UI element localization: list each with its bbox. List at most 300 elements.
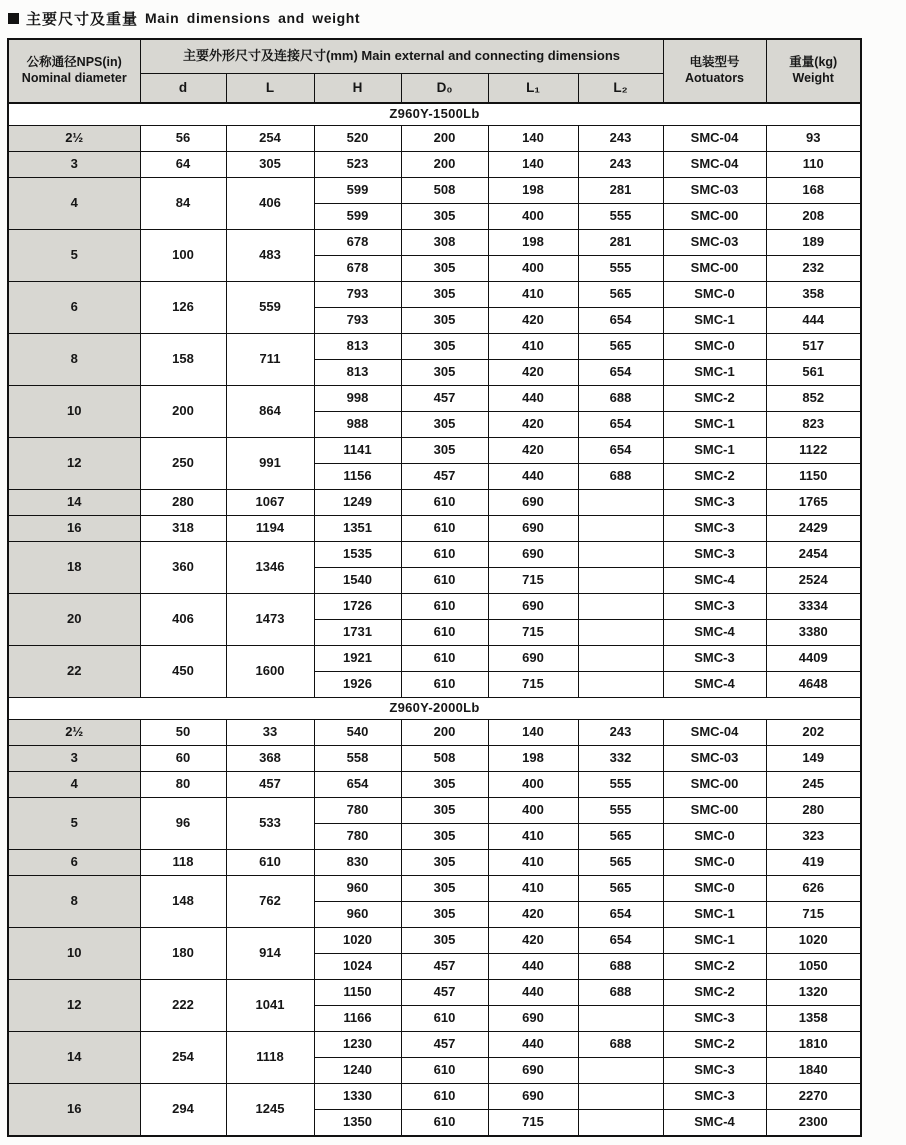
cell-h: 1921 — [314, 646, 401, 672]
cell-nps: 18 — [8, 542, 140, 594]
cell-weight: 715 — [766, 902, 861, 928]
cell-d: 64 — [140, 152, 226, 178]
table-row — [8, 542, 861, 568]
cell-L: 1118 — [226, 1032, 314, 1084]
cell-weight: 1358 — [766, 1006, 861, 1032]
cell-l1: 140 — [488, 126, 578, 152]
cell-L: 914 — [226, 928, 314, 980]
cell-d0: 610 — [401, 620, 488, 646]
cell-l2: 565 — [578, 850, 663, 876]
cell-l2: 688 — [578, 386, 663, 412]
section-title-row — [8, 698, 861, 720]
cell-d0: 305 — [401, 204, 488, 230]
cell-l1: 198 — [488, 178, 578, 204]
section-title: Z960Y-1500Lb — [8, 103, 861, 126]
cell-d0: 200 — [401, 126, 488, 152]
cell-l2 — [578, 490, 663, 516]
cell-weight: 823 — [766, 412, 861, 438]
cell-l2 — [578, 672, 663, 698]
cell-d: 360 — [140, 542, 226, 594]
cell-weight: 1122 — [766, 438, 861, 464]
cell-actuator: SMC-0 — [663, 334, 766, 360]
cell-d0: 457 — [401, 1032, 488, 1058]
cell-d0: 305 — [401, 438, 488, 464]
col-header-nominal-en: Nominal diameter — [21, 71, 127, 85]
cell-h: 1141 — [314, 438, 401, 464]
cell-h: 1330 — [314, 1084, 401, 1110]
cell-l2: 654 — [578, 360, 663, 386]
cell-actuator: SMC-0 — [663, 824, 766, 850]
cell-d: 100 — [140, 230, 226, 282]
cell-weight: 3380 — [766, 620, 861, 646]
cell-l2: 654 — [578, 928, 663, 954]
cell-L: 1245 — [226, 1084, 314, 1137]
cell-d0: 305 — [401, 282, 488, 308]
cell-l1: 420 — [488, 438, 578, 464]
cell-l1: 410 — [488, 850, 578, 876]
cell-L: 711 — [226, 334, 314, 386]
cell-actuator: SMC-4 — [663, 568, 766, 594]
cell-l2 — [578, 594, 663, 620]
cell-L: 610 — [226, 850, 314, 876]
cell-l1: 690 — [488, 516, 578, 542]
cell-d0: 610 — [401, 542, 488, 568]
cell-actuator: SMC-3 — [663, 646, 766, 672]
cell-l2 — [578, 620, 663, 646]
table-row — [8, 178, 861, 204]
cell-actuator: SMC-1 — [663, 412, 766, 438]
cell-l2: 654 — [578, 308, 663, 334]
cell-h: 1020 — [314, 928, 401, 954]
cell-weight: 280 — [766, 798, 861, 824]
cell-l1: 690 — [488, 542, 578, 568]
square-bullet-icon — [8, 13, 19, 24]
cell-d: 118 — [140, 850, 226, 876]
cell-nps: 10 — [8, 386, 140, 438]
table-row — [8, 850, 861, 876]
cell-nps: 22 — [8, 646, 140, 698]
cell-d0: 457 — [401, 980, 488, 1006]
cell-L: 533 — [226, 798, 314, 850]
col-header-d: d — [140, 74, 226, 104]
cell-actuator: SMC-1 — [663, 902, 766, 928]
cell-weight: 1150 — [766, 464, 861, 490]
cell-d: 84 — [140, 178, 226, 230]
cell-l1: 410 — [488, 824, 578, 850]
cell-actuator: SMC-0 — [663, 876, 766, 902]
cell-h: 793 — [314, 308, 401, 334]
page-title — [8, 9, 906, 27]
cell-l2 — [578, 516, 663, 542]
section-title: Z960Y-2000Lb — [8, 698, 861, 720]
cell-l2: 243 — [578, 152, 663, 178]
table-row — [8, 230, 861, 256]
cell-h: 558 — [314, 746, 401, 772]
cell-weight: 1765 — [766, 490, 861, 516]
cell-d: 250 — [140, 438, 226, 490]
cell-actuator: SMC-04 — [663, 720, 766, 746]
cell-d0: 508 — [401, 746, 488, 772]
cell-l1: 198 — [488, 230, 578, 256]
cell-l2: 243 — [578, 720, 663, 746]
cell-weight: 202 — [766, 720, 861, 746]
section-title-row — [8, 103, 861, 126]
cell-l2: 332 — [578, 746, 663, 772]
cell-d0: 610 — [401, 646, 488, 672]
cell-l2 — [578, 1006, 663, 1032]
cell-weight: 2429 — [766, 516, 861, 542]
cell-L: 406 — [226, 178, 314, 230]
cell-d0: 200 — [401, 720, 488, 746]
cell-h: 1926 — [314, 672, 401, 698]
cell-h: 654 — [314, 772, 401, 798]
cell-l1: 400 — [488, 798, 578, 824]
cell-actuator: SMC-4 — [663, 1110, 766, 1137]
cell-l2: 654 — [578, 438, 663, 464]
cell-nps: 16 — [8, 1084, 140, 1137]
cell-h: 1166 — [314, 1006, 401, 1032]
cell-d0: 457 — [401, 464, 488, 490]
cell-actuator: SMC-0 — [663, 850, 766, 876]
cell-d0: 305 — [401, 798, 488, 824]
cell-nps: 12 — [8, 438, 140, 490]
col-header-actuators-en: Aotuators — [684, 71, 745, 85]
cell-h: 1726 — [314, 594, 401, 620]
cell-L: 368 — [226, 746, 314, 772]
cell-L: 1473 — [226, 594, 314, 646]
cell-d: 254 — [140, 1032, 226, 1084]
cell-weight: 93 — [766, 126, 861, 152]
cell-actuator: SMC-00 — [663, 798, 766, 824]
cell-actuator: SMC-00 — [663, 204, 766, 230]
cell-d: 406 — [140, 594, 226, 646]
cell-l2: 654 — [578, 412, 663, 438]
cell-l1: 410 — [488, 334, 578, 360]
table-row — [8, 646, 861, 672]
cell-weight: 1840 — [766, 1058, 861, 1084]
cell-d0: 610 — [401, 672, 488, 698]
col-header-L2: L₂ — [578, 74, 663, 104]
cell-actuator: SMC-1 — [663, 308, 766, 334]
table-row — [8, 334, 861, 360]
cell-d0: 305 — [401, 334, 488, 360]
cell-l2 — [578, 568, 663, 594]
cell-weight: 1320 — [766, 980, 861, 1006]
cell-l1: 420 — [488, 360, 578, 386]
cell-nps: 4 — [8, 178, 140, 230]
table-row — [8, 980, 861, 1006]
cell-L: 864 — [226, 386, 314, 438]
cell-nps: 16 — [8, 516, 140, 542]
cell-L: 991 — [226, 438, 314, 490]
cell-h: 1156 — [314, 464, 401, 490]
table-row — [8, 928, 861, 954]
cell-l2 — [578, 542, 663, 568]
cell-actuator: SMC-3 — [663, 516, 766, 542]
cell-nps: 5 — [8, 798, 140, 850]
table-row — [8, 516, 861, 542]
cell-h: 1540 — [314, 568, 401, 594]
cell-actuator: SMC-2 — [663, 464, 766, 490]
cell-weight: 323 — [766, 824, 861, 850]
cell-h: 780 — [314, 824, 401, 850]
cell-weight: 1020 — [766, 928, 861, 954]
cell-h: 813 — [314, 360, 401, 386]
cell-actuator: SMC-4 — [663, 672, 766, 698]
cell-L: 305 — [226, 152, 314, 178]
cell-h: 813 — [314, 334, 401, 360]
cell-l2: 565 — [578, 282, 663, 308]
cell-d0: 508 — [401, 178, 488, 204]
col-header-weight-zh: 重量(kg) — [789, 55, 838, 70]
cell-l1: 440 — [488, 980, 578, 1006]
dimensions-table — [7, 38, 862, 1137]
col-header-nominal-zh: 公称通径NPS(in) — [26, 55, 122, 70]
table-row — [8, 594, 861, 620]
cell-weight: 2524 — [766, 568, 861, 594]
cell-nps: 14 — [8, 490, 140, 516]
cell-l1: 715 — [488, 672, 578, 698]
cell-nps: 14 — [8, 1032, 140, 1084]
table-row — [8, 720, 861, 746]
col-header-dimensions-group: 主要外形尺寸及连接尺寸(mm) Main external and connecting dimensions — [140, 39, 663, 74]
table-row — [8, 152, 861, 178]
cell-l1: 198 — [488, 746, 578, 772]
cell-l1: 400 — [488, 256, 578, 282]
cell-actuator: SMC-2 — [663, 386, 766, 412]
cell-weight: 1810 — [766, 1032, 861, 1058]
cell-l1: 690 — [488, 1084, 578, 1110]
cell-l2 — [578, 1084, 663, 1110]
cell-d0: 200 — [401, 152, 488, 178]
cell-d: 318 — [140, 516, 226, 542]
cell-d: 60 — [140, 746, 226, 772]
cell-l2: 688 — [578, 1032, 663, 1058]
cell-weight: 561 — [766, 360, 861, 386]
cell-h: 960 — [314, 876, 401, 902]
cell-d: 56 — [140, 126, 226, 152]
cell-h: 793 — [314, 282, 401, 308]
cell-l2: 565 — [578, 824, 663, 850]
cell-L: 1194 — [226, 516, 314, 542]
cell-d0: 610 — [401, 1110, 488, 1137]
cell-actuator: SMC-00 — [663, 772, 766, 798]
cell-d: 50 — [140, 720, 226, 746]
cell-h: 523 — [314, 152, 401, 178]
cell-h: 1150 — [314, 980, 401, 1006]
col-header-L: L — [226, 74, 314, 104]
cell-l2: 654 — [578, 902, 663, 928]
cell-h: 1350 — [314, 1110, 401, 1137]
cell-l1: 690 — [488, 594, 578, 620]
cell-d0: 610 — [401, 1058, 488, 1084]
cell-l1: 420 — [488, 902, 578, 928]
cell-weight: 3334 — [766, 594, 861, 620]
cell-actuator: SMC-03 — [663, 230, 766, 256]
table-row — [8, 490, 861, 516]
cell-l1: 715 — [488, 1110, 578, 1137]
cell-nps: 4 — [8, 772, 140, 798]
page-title-zh: 主要尺寸及重量 — [26, 10, 139, 28]
cell-h: 780 — [314, 798, 401, 824]
header-row-group — [8, 39, 861, 74]
cell-actuator: SMC-04 — [663, 152, 766, 178]
cell-h: 960 — [314, 902, 401, 928]
cell-weight: 245 — [766, 772, 861, 798]
cell-l1: 410 — [488, 282, 578, 308]
cell-d: 222 — [140, 980, 226, 1032]
cell-d0: 610 — [401, 490, 488, 516]
cell-actuator: SMC-4 — [663, 620, 766, 646]
cell-actuator: SMC-3 — [663, 1084, 766, 1110]
cell-L: 483 — [226, 230, 314, 282]
cell-h: 1240 — [314, 1058, 401, 1084]
cell-actuator: SMC-3 — [663, 594, 766, 620]
cell-d0: 610 — [401, 568, 488, 594]
cell-actuator: SMC-0 — [663, 282, 766, 308]
cell-d0: 308 — [401, 230, 488, 256]
cell-actuator: SMC-1 — [663, 928, 766, 954]
page-title-en: Main dimensions and weight — [145, 10, 361, 26]
cell-d0: 610 — [401, 516, 488, 542]
cell-d: 148 — [140, 876, 226, 928]
cell-weight: 149 — [766, 746, 861, 772]
cell-weight: 208 — [766, 204, 861, 230]
cell-l2: 281 — [578, 230, 663, 256]
table-row — [8, 1032, 861, 1058]
cell-l1: 715 — [488, 620, 578, 646]
cell-h: 1230 — [314, 1032, 401, 1058]
cell-l1: 400 — [488, 204, 578, 230]
cell-h: 830 — [314, 850, 401, 876]
cell-d0: 610 — [401, 1006, 488, 1032]
cell-L: 762 — [226, 876, 314, 928]
cell-weight: 2300 — [766, 1110, 861, 1137]
cell-l2: 565 — [578, 334, 663, 360]
cell-l2: 555 — [578, 256, 663, 282]
cell-actuator: SMC-2 — [663, 980, 766, 1006]
cell-l1: 420 — [488, 928, 578, 954]
col-header-nominal — [8, 39, 140, 103]
cell-weight: 626 — [766, 876, 861, 902]
cell-d: 294 — [140, 1084, 226, 1137]
cell-l1: 140 — [488, 720, 578, 746]
cell-weight: 1050 — [766, 954, 861, 980]
cell-d0: 457 — [401, 386, 488, 412]
cell-d0: 305 — [401, 876, 488, 902]
table-row — [8, 772, 861, 798]
cell-l1: 410 — [488, 876, 578, 902]
cell-weight: 4648 — [766, 672, 861, 698]
cell-actuator: SMC-2 — [663, 1032, 766, 1058]
cell-actuator: SMC-03 — [663, 746, 766, 772]
cell-l2 — [578, 1058, 663, 1084]
table-row — [8, 126, 861, 152]
cell-l1: 440 — [488, 464, 578, 490]
cell-d0: 305 — [401, 772, 488, 798]
cell-l2: 281 — [578, 178, 663, 204]
cell-actuator: SMC-03 — [663, 178, 766, 204]
cell-l1: 440 — [488, 1032, 578, 1058]
col-header-weight — [766, 39, 861, 103]
col-header-L1: L₁ — [488, 74, 578, 104]
cell-actuator: SMC-3 — [663, 1058, 766, 1084]
cell-d0: 610 — [401, 1084, 488, 1110]
cell-l2: 555 — [578, 798, 663, 824]
cell-weight: 444 — [766, 308, 861, 334]
cell-weight: 168 — [766, 178, 861, 204]
cell-d: 80 — [140, 772, 226, 798]
cell-d: 450 — [140, 646, 226, 698]
cell-l1: 715 — [488, 568, 578, 594]
col-header-H: H — [314, 74, 401, 104]
cell-l1: 690 — [488, 490, 578, 516]
cell-d0: 610 — [401, 594, 488, 620]
cell-l2 — [578, 646, 663, 672]
table-row — [8, 386, 861, 412]
cell-nps: 3 — [8, 152, 140, 178]
cell-d0: 457 — [401, 954, 488, 980]
cell-L: 254 — [226, 126, 314, 152]
cell-l1: 690 — [488, 646, 578, 672]
cell-nps: 2½ — [8, 126, 140, 152]
cell-l1: 440 — [488, 386, 578, 412]
cell-actuator: SMC-2 — [663, 954, 766, 980]
cell-d: 158 — [140, 334, 226, 386]
cell-h: 678 — [314, 256, 401, 282]
cell-l2: 565 — [578, 876, 663, 902]
cell-weight: 852 — [766, 386, 861, 412]
cell-nps: 6 — [8, 850, 140, 876]
cell-weight: 4409 — [766, 646, 861, 672]
col-header-weight-en: Weight — [792, 71, 834, 85]
cell-L: 33 — [226, 720, 314, 746]
table-row — [8, 282, 861, 308]
cell-h: 599 — [314, 204, 401, 230]
cell-d0: 305 — [401, 902, 488, 928]
cell-d0: 305 — [401, 928, 488, 954]
cell-weight: 189 — [766, 230, 861, 256]
cell-nps: 8 — [8, 876, 140, 928]
cell-d: 96 — [140, 798, 226, 850]
cell-weight: 2454 — [766, 542, 861, 568]
cell-l1: 420 — [488, 412, 578, 438]
cell-L: 1067 — [226, 490, 314, 516]
cell-h: 998 — [314, 386, 401, 412]
cell-nps: 5 — [8, 230, 140, 282]
cell-L: 559 — [226, 282, 314, 334]
cell-l2: 688 — [578, 980, 663, 1006]
cell-actuator: SMC-00 — [663, 256, 766, 282]
cell-h: 520 — [314, 126, 401, 152]
cell-d0: 305 — [401, 256, 488, 282]
col-header-actuators-zh: 电装型号 — [689, 55, 740, 70]
cell-h: 599 — [314, 178, 401, 204]
cell-l1: 420 — [488, 308, 578, 334]
cell-l1: 690 — [488, 1006, 578, 1032]
cell-weight: 232 — [766, 256, 861, 282]
cell-d0: 305 — [401, 360, 488, 386]
cell-weight: 517 — [766, 334, 861, 360]
cell-weight: 419 — [766, 850, 861, 876]
cell-d0: 305 — [401, 412, 488, 438]
cell-h: 678 — [314, 230, 401, 256]
table-row — [8, 798, 861, 824]
cell-L: 1041 — [226, 980, 314, 1032]
table-row — [8, 1084, 861, 1110]
cell-h: 1024 — [314, 954, 401, 980]
cell-l1: 440 — [488, 954, 578, 980]
